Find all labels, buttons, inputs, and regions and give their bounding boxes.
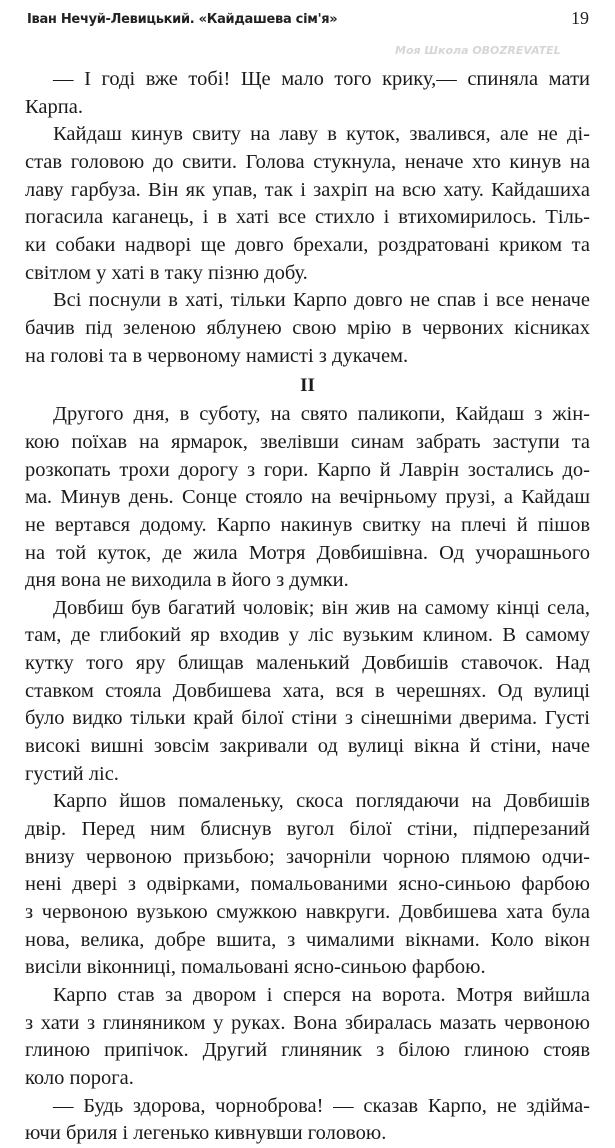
page-body	[25, 66, 590, 1148]
paragraph	[25, 595, 590, 789]
text-line: високі вишні зовсім закривали од вулиці вікна й стіни, наче	[25, 735, 590, 758]
text-line: Кайдаш кинув свиту на лаву в куток, звалився, але не ді-	[53, 123, 590, 146]
text-line: ма. Минув день. Сонце стояло на вечірньому прузі, а Кайдаш	[25, 486, 590, 509]
text-line: густий ліс.	[25, 762, 119, 785]
text-line: — Будь здорова, чорноброва! — сказав Карпо, не здійма-	[53, 1094, 590, 1117]
text-line: внизу червоною призьбою; зачорніли чорною плямою одчи-	[25, 845, 590, 868]
text-line: світлом у хаті в таку пізню добу.	[25, 261, 308, 284]
text-line: Карпо став за двором і сперся на ворота. Мотря вийшла	[53, 984, 590, 1006]
text-line: — І годі вже тобі! Ще мало того крику,— спиняла мати	[53, 68, 590, 90]
paragraph	[25, 121, 590, 287]
text-line: дня вона не виходила в його з думки.	[25, 569, 349, 592]
text-line: було видко тільки край білої стіни з сінешніми дверима. Густі	[25, 707, 590, 730]
text-line: з хати з глиняником у руках. Вона збиралась мазать червоною	[25, 1011, 590, 1034]
watermark: Моя Школа OBOZREVATEL	[395, 44, 561, 57]
text-line: ючи бриля і легенько кивнувши головою.	[25, 1122, 387, 1145]
paragraph	[25, 788, 590, 982]
text-line: Всі поснули в хаті, тільки Карпо довго не спав і все неначе	[53, 289, 590, 312]
text-line: лаву гарбуза. Він як упав, так і захріп на всю хату. Кайдашиха	[25, 178, 590, 201]
text-line: Карпа.	[25, 95, 83, 118]
text-line: кою поїхав на ярмарок, звелівши синам забрать заступи та	[25, 430, 590, 453]
paragraph	[25, 982, 590, 1093]
section-heading: II	[300, 375, 315, 397]
text-line: нені двері з одвірками, помальованими ясно-синьою фарбою	[25, 873, 590, 896]
paragraph	[25, 287, 590, 370]
text-line: Довбиш був багатий чоловік; він жив на самому кінці села,	[53, 596, 590, 619]
text-line: погасила каганець, і в хаті все стихло і втихомирилось. Тіль-	[25, 206, 590, 229]
page-number: 19	[571, 8, 589, 28]
paragraph	[25, 66, 590, 121]
text-line: коло порога.	[25, 1066, 134, 1089]
paragraph	[25, 401, 590, 595]
text-line: глиною припічок. Другий глиняник з білою глиною стояв	[25, 1039, 590, 1062]
text-line: став головою до свити. Голова стукнула, неначе хто кинув на	[25, 150, 590, 173]
text-line: кутку того яру блищав маленький Довбишів ставочок. Над	[25, 652, 590, 675]
text-line: бачив під зеленою яблунею свою мрію в червоних кісниках	[25, 316, 590, 339]
text-line: висіли віконниці, помальовані ясно-синьою фарбою.	[25, 956, 486, 979]
text-line: на голові та в червоному намисті з дукачем.	[25, 344, 409, 367]
text-line: двір. Перед ним блиснув вугол білої стіни, підперезаний	[25, 818, 590, 841]
text-line: на той куток, де жила Мотря Довбишівна. Од учорашнього	[25, 541, 590, 564]
text-line: з червоною вузькою смужкою навкруги. Довбишева хата була	[25, 901, 590, 924]
text-line: ставком стояла Довбишева хата, вся в черешнях. Од вулиці	[25, 679, 590, 702]
text-line: Карпо йшов помаленьку, скоса поглядаючи на Довбишів	[53, 790, 590, 813]
text-line: нова, велика, добре вшита, з чималими вікнами. Коло вікон	[25, 928, 590, 951]
text-line: ки собаки надворі ще довго брехали, роздратовані криком та	[25, 233, 590, 256]
text-line: не вертався додому. Карпо накинув свитку на плечі й пішов	[25, 513, 590, 536]
text-line: там, де глибокий яр входив у ліс вузьким клином. В самому	[25, 624, 590, 647]
paragraph	[25, 1093, 590, 1148]
running-title: Іван Нечуй-Левицький. «Кайдашева сім'я»	[27, 12, 338, 27]
text-line: розкопать трохи дорогу з гори. Карпо й Лаврін зостались до-	[25, 458, 590, 481]
text-line: Другого дня, в суботу, на свято паликопи, Кайдаш з жін-	[53, 403, 590, 426]
